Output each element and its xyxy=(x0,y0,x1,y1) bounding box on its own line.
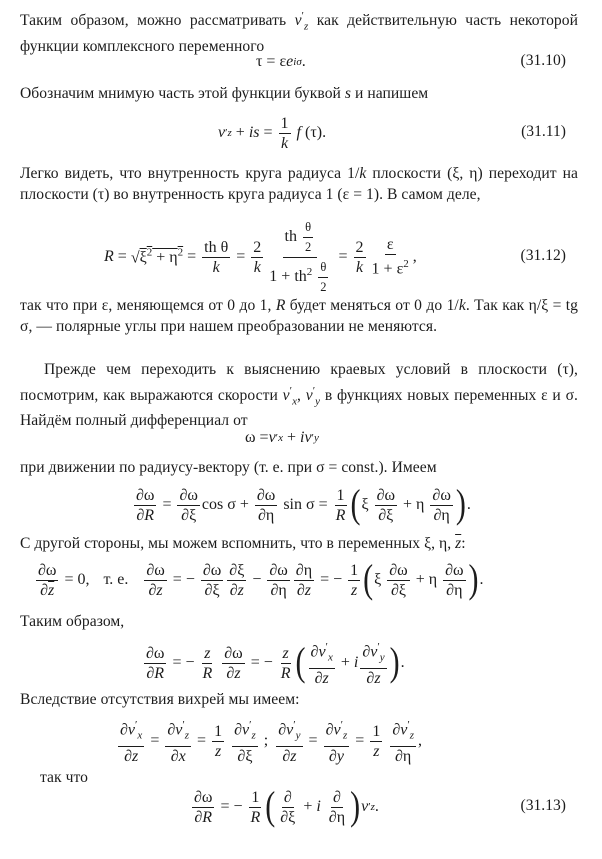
equation-domega-dR-2: ∂ω ∂R = − z R ∂ω ∂z = − z R ( $\partial v'_x$ ∂z + i $\partial v'_y$ ∂z ) . xyxy=(146,640,405,687)
equation-omega: ω = v ′ x + iv ′ y xyxy=(245,429,319,446)
equation-31-11: v ′ z + is = 1 k f (τ). (31.11) xyxy=(218,114,566,152)
equation-number: (31.12) xyxy=(520,247,566,264)
equation-number: (31.11) xyxy=(521,123,566,140)
equation-number: (31.13) xyxy=(520,797,566,814)
paragraph-4: так что при ε, меняющемся от 0 до 1, R будет меняться от 0 до 1/k. Так как η/ξ = tg σ, — полярные углы при нашем преобразовании не меняются. xyxy=(20,297,579,335)
equation-domega-dR: ∂ω ∂R = ∂ω ∂ξ cos σ + ∂ω ∂η sin σ = 1 R ( ξ ∂ω ∂ξ + η ∂ω ∂η ) . xyxy=(136,482,471,527)
equation-31-13: ∂ω ∂R = − 1 R ( ∂ ∂ξ + i ∂ ∂η ) v ′ z . (31.13) xyxy=(194,784,566,829)
equation-vortex: $\partial v'_x$ ∂z = $\partial v'_z$ ∂x = 1 z $\partial v'_z$ ∂ξ ; $\partial v'_y$ ∂z = $\partial v'_z$ ∂y = 1 z $\partial v'_z$ ∂η , xyxy=(120,719,423,765)
paragraph-5: Прежде чем переходить к выяснению краевых условий в плоскости (τ), посмотрим, как выражаются скорости $v'_x$, $v'_y$ в функциях новых переменных ε и σ. Найдём полный дифференциал от xyxy=(20,361,578,430)
equation-31-12: R = $√\xi^2 + \eta^2$ = th θ k = 2 k th $\frac{\theta}{2}$ $1 + th^2$ $\frac{\theta}{2}$ = 2 k ε $1 + \varepsilon^2$ , (31.12) xyxy=(104,219,566,294)
paragraph-7: С другой стороны, мы можем вспомнить, что в переменных ξ, η, $\overline{z}$: xyxy=(20,535,466,552)
paragraph-1: Таким образом, можно рассматривать $v'_z$ как действительную часть некоторой функции комплексного переменного xyxy=(20,10,578,55)
paragraph-3: Легко видеть, что внутренность круга радиуса 1/k плоскости (ξ, η) переходит на плоскости (τ) во внутренность круга радиуса 1 (ε = 1). В самом деле, xyxy=(20,165,578,203)
paragraph-8: Таким образом, xyxy=(20,613,125,630)
paragraph-6: при движении по радиусу-вектору (т. е. при σ = const.). Имеем xyxy=(20,459,437,476)
inline-te: т. е. xyxy=(103,571,129,588)
paragraph-9: Вследствие отсутствия вихрей мы имеем: xyxy=(20,691,300,708)
paragraph-10: так что xyxy=(40,769,88,786)
equation-domega-dz: ∂ω $\partial\overline{z}$ = 0, т. е. ∂ω ∂z = − ∂ω ∂ξ ∂ξ ∂z − ∂ω ∂η ∂η ∂z = − 1 z ( ξ ∂ω ∂ξ + η ∂ω ∂η ) . xyxy=(38,557,484,602)
equation-number: (31.10) xyxy=(520,52,566,69)
equation-31-10: τ = ε e iσ . (31.10) xyxy=(256,52,566,70)
paragraph-2: Обозначим мнимую часть этой функции буквой s и напишем xyxy=(20,85,429,102)
